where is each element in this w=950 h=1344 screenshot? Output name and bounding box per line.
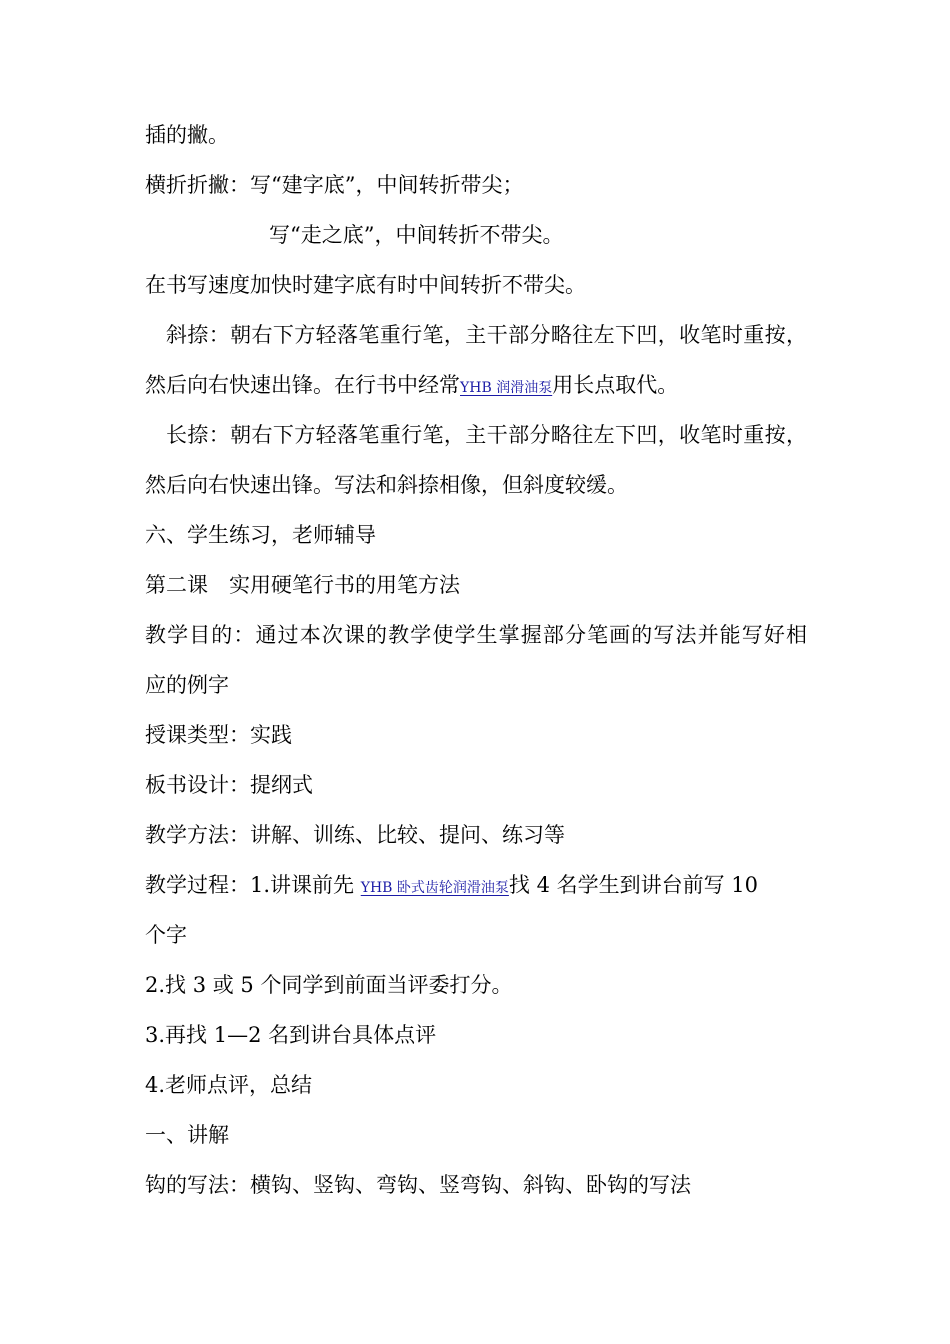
- paragraph-line: 在书写速度加快时建字底有时中间转折不带尖。: [145, 273, 586, 297]
- paragraph-line: 长捺：朝右下方轻落笔重行笔，主干部分略往左下凹，收笔时重按，: [166, 423, 807, 447]
- paragraph-line: 应的例字: [145, 673, 229, 697]
- paragraph-line: 钩的写法：横钩、竖钩、弯钩、竖弯钩、斜钩、卧钩的写法: [145, 1173, 691, 1197]
- paragraph-line: 然后向右快速出锋。写法和斜捺相像，但斜度较缓。: [145, 473, 628, 497]
- section-heading: 一、讲解: [145, 1123, 229, 1147]
- paragraph-line: 3.再找 1—2 名到讲台具体点评: [145, 1023, 437, 1047]
- product-link[interactable]: YHB 卧式齿轮润滑油泵: [360, 880, 509, 896]
- text-segment: 然后向右快速出锋。在行书中经常: [145, 373, 460, 397]
- lesson-title: 第二课 实用硬笔行书的用笔方法: [145, 573, 460, 597]
- paragraph-line: 教学目的：通过本次课的教学使学生掌握部分笔画的写法并能写好相: [145, 623, 807, 647]
- paragraph-line: 写“走之底”，中间转折不带尖。: [269, 223, 564, 247]
- paragraph-line: 插的撇。: [145, 123, 229, 147]
- paragraph-line: 教学方法：讲解、训练、比较、提问、练习等: [145, 823, 565, 847]
- product-link[interactable]: YHB 润滑油泵: [460, 380, 553, 396]
- text-segment: 用长点取代。: [552, 373, 679, 397]
- paragraph-line: 个字: [145, 923, 187, 947]
- paragraph-line: 斜捺：朝右下方轻落笔重行笔，主干部分略往左下凹，收笔时重按，: [166, 323, 807, 347]
- paragraph-line: 横折折撇：写“建字底”，中间转折带尖；: [145, 173, 524, 197]
- section-heading: 六、学生练习，老师辅导: [145, 523, 376, 547]
- paragraph-line: 授课类型：实践: [145, 723, 292, 747]
- text-segment: 找 4 名学生到讲台前写 10: [508, 873, 759, 897]
- paragraph-line: [145, 370, 678, 400]
- paragraph-line: 2.找 3 或 5 个同学到前面当评委打分。: [145, 973, 513, 997]
- paragraph-line: 4.老师点评，总结: [145, 1073, 313, 1097]
- paragraph-line: [145, 870, 758, 900]
- text-segment: 教学过程：1.讲课前先: [145, 873, 361, 897]
- paragraph-line: 板书设计：提纲式: [145, 773, 313, 797]
